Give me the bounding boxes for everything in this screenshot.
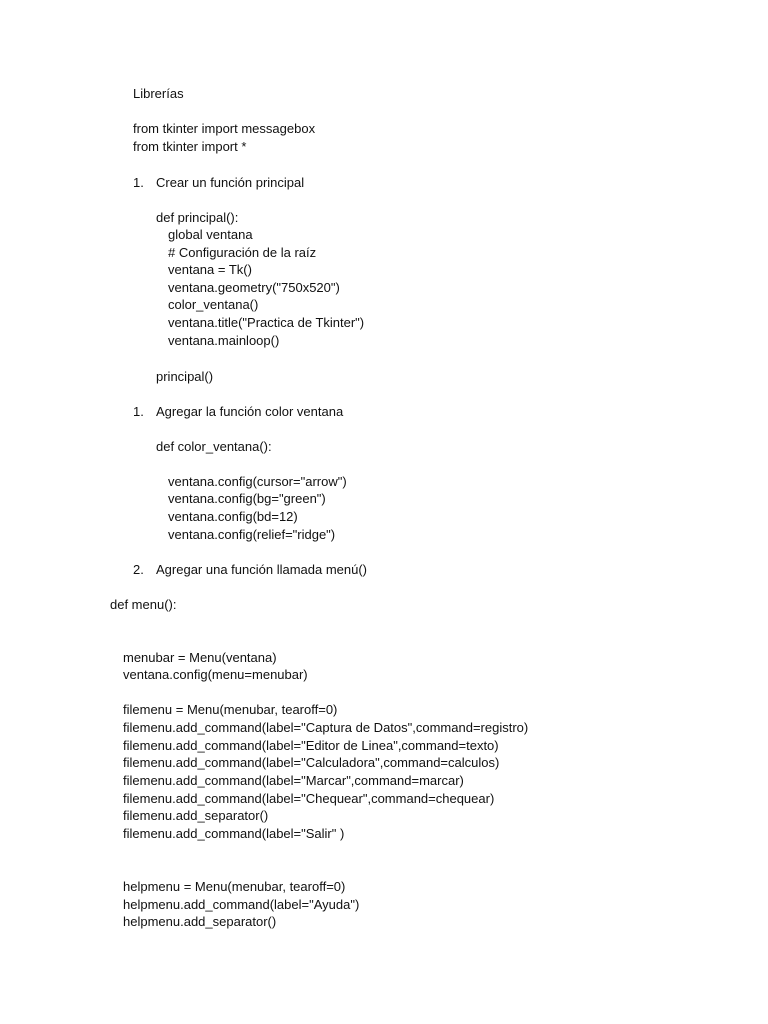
- code-line: ventana = Tk(): [168, 262, 252, 277]
- code-line: filemenu.add_command(label="Editor de Linea",command=texto): [123, 738, 499, 753]
- code-line: filemenu.add_command(label="Chequear",command=chequear): [123, 791, 495, 806]
- code-line: global ventana: [168, 227, 253, 242]
- code-line: filemenu = Menu(menubar, tearoff=0): [123, 702, 338, 717]
- code-line: menubar = Menu(ventana): [123, 650, 277, 665]
- import-line: from tkinter import messagebox: [133, 121, 316, 136]
- list-item-title: Crear un función principal: [156, 175, 305, 190]
- code-line: filemenu.add_separator(): [123, 808, 269, 823]
- code-def-line: def principal():: [156, 210, 239, 225]
- code-call-line: principal(): [156, 369, 214, 384]
- libraries-heading: Librerías: [133, 86, 184, 101]
- code-line: helpmenu.add_command(label="Ayuda"): [123, 897, 360, 912]
- code-line: ventana.config(menu=menubar): [123, 667, 308, 682]
- code-line: filemenu.add_command(label="Captura de Datos",command=registro): [123, 720, 529, 735]
- code-line: filemenu.add_command(label="Calculadora",command=calculos): [123, 755, 500, 770]
- code-line: ventana.config(bd=12): [168, 509, 298, 524]
- code-def-line: def menu():: [110, 597, 177, 612]
- code-line: helpmenu = Menu(menubar, tearoff=0): [123, 879, 346, 894]
- code-line: ventana.mainloop(): [168, 333, 280, 348]
- code-line: ventana.config(relief="ridge"): [168, 527, 336, 542]
- code-line: helpmenu.add_separator(): [123, 914, 277, 929]
- code-line: ventana.geometry("750x520"): [168, 280, 340, 295]
- code-def-line: def color_ventana():: [156, 439, 272, 454]
- code-line: ventana.title("Practica de Tkinter"): [168, 315, 365, 330]
- code-line: ventana.config(cursor="arrow"): [168, 474, 347, 489]
- code-line: ventana.config(bg="green"): [168, 491, 326, 506]
- code-line: # Configuración de la raíz: [168, 245, 317, 260]
- list-item-title: Agregar una función llamada menú(): [156, 562, 368, 577]
- import-line: from tkinter import *: [133, 139, 247, 154]
- list-number: 1.: [133, 404, 144, 419]
- list-number: 1.: [133, 175, 144, 190]
- list-number: 2.: [133, 562, 144, 577]
- code-line: filemenu.add_command(label="Marcar",command=marcar): [123, 773, 464, 788]
- code-line: color_ventana(): [168, 297, 259, 312]
- list-item-title: Agregar la función color ventana: [156, 404, 344, 419]
- code-line: filemenu.add_command(label="Salir" ): [123, 826, 345, 841]
